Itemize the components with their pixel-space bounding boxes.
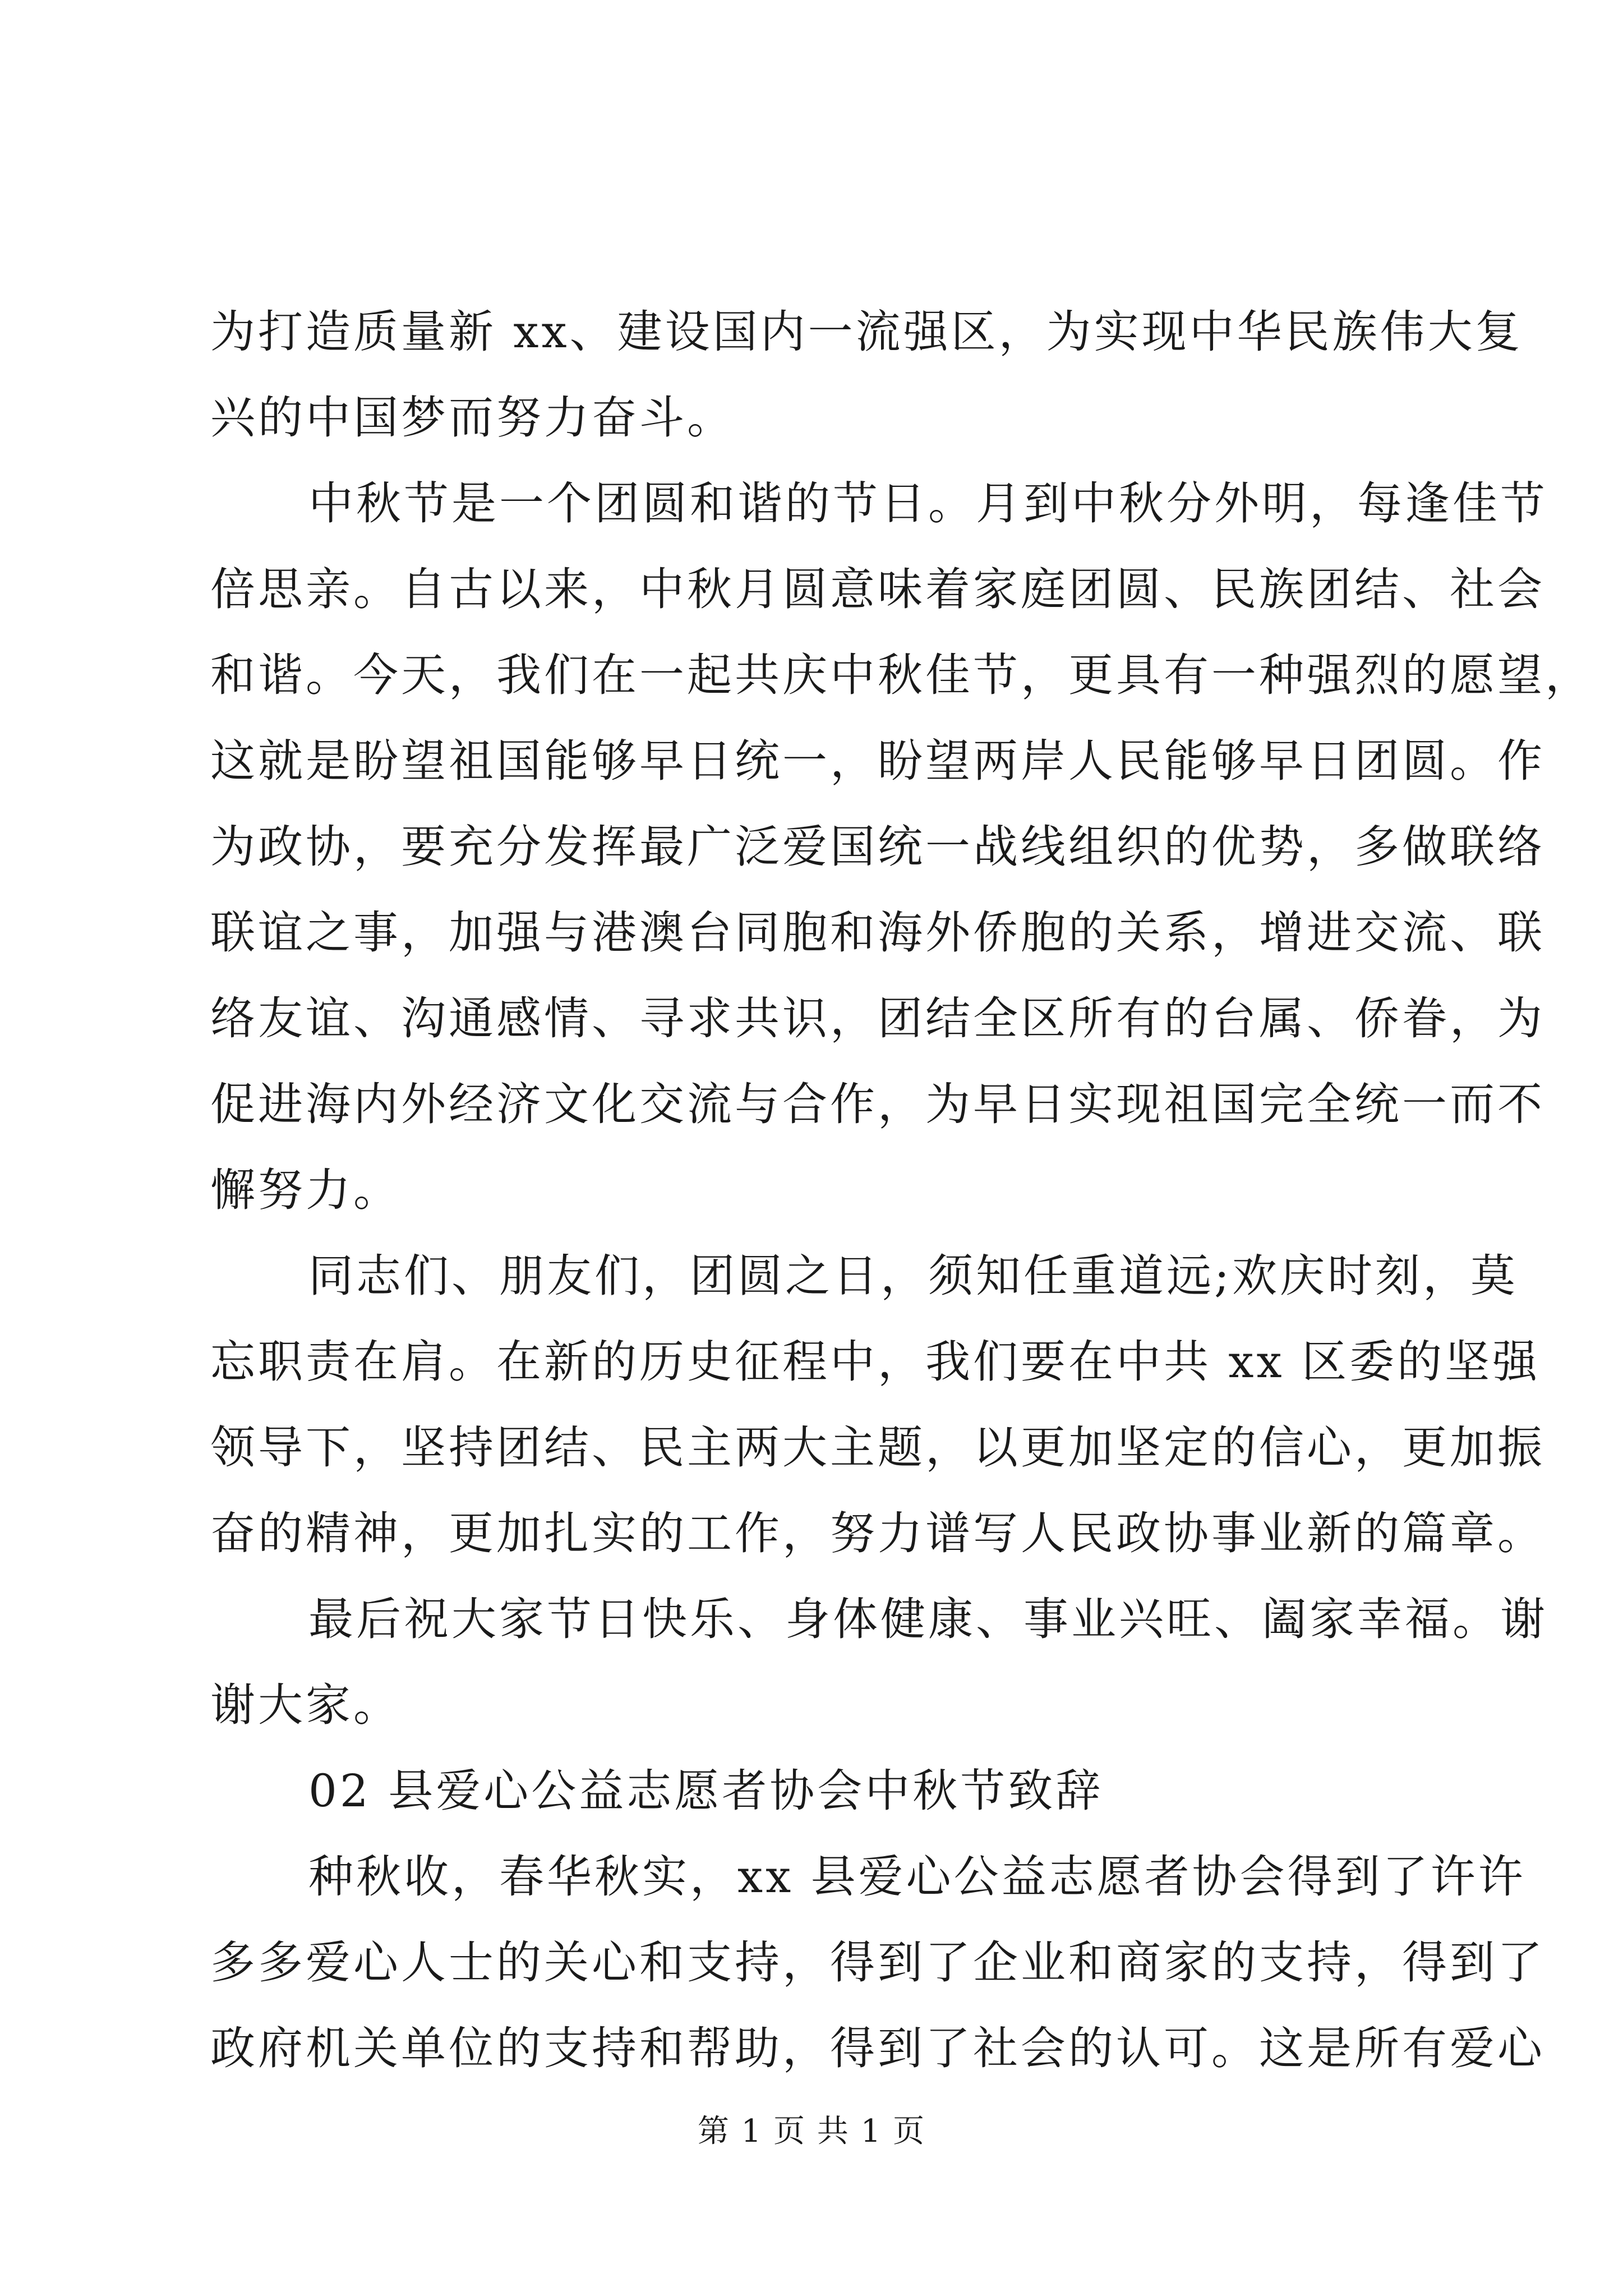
paragraph-start-line: 中秋节是一个团圆和谐的节日。月到中秋分外明，每逢佳节	[308, 477, 1548, 530]
text-line: 联谊之事，加强与港澳台同胞和海外侨胞的关系，增进交流、联	[210, 907, 1545, 959]
text-line: 兴的中国梦而努力奋斗。	[210, 392, 735, 444]
text-line: 为打造质量新 xx、建设国内一流强区，为实现中华民族伟大复	[210, 306, 1523, 358]
text-line: 和谐。今天，我们在一起共庆中秋佳节，更具有一种强烈的愿望，	[210, 649, 1593, 701]
text-line: 络友谊、沟通感情、寻求共识，团结全区所有的台属、侨眷，为	[210, 992, 1545, 1045]
text-line: 谢大家。	[210, 1679, 401, 1731]
text-line: 忘职责在肩。在新的历史征程中，我们要在中共 xx 区委的坚强	[210, 1336, 1541, 1388]
paragraph-start-line: 最后祝大家节日快乐、身体健康、事业兴旺、阖家幸福。谢	[308, 1593, 1548, 1645]
text-line: 促进海内外经济文化交流与合作，为早日实现祖国完全统一而不	[210, 1078, 1545, 1130]
page-number-footer: 第 1 页 共 1 页	[697, 2113, 926, 2150]
text-line: 这就是盼望祖国能够早日统一，盼望两岸人民能够早日团圆。作	[210, 735, 1545, 787]
paragraph-start-line: 种秋收，春华秋实，xx 县爱心公益志愿者协会得到了许许	[308, 1851, 1526, 1903]
text-line: 倍思亲。自古以来，中秋月圆意味着家庭团圆、民族团结、社会	[210, 563, 1545, 615]
text-line: 多多爱心人士的关心和支持，得到了企业和商家的支持，得到了	[210, 1936, 1545, 1989]
document-body	[210, 289, 1593, 2091]
text-line: 懈努力。	[210, 1164, 401, 1216]
text-line: 政府机关单位的支持和帮助，得到了社会的认可。这是所有爱心	[210, 2022, 1545, 2074]
text-line: 领导下，坚持团结、民主两大主题，以更加坚定的信心，更加振	[210, 1421, 1545, 1474]
paragraph-start-line: 同志们、朋友们，团圆之日，须知任重道远;欢庆时刻，莫	[308, 1250, 1518, 1302]
text-line: 奋的精神，更加扎实的工作，努力谱写人民政协事业新的篇章。	[210, 1507, 1545, 1559]
section-heading: 02 县爱心公益志愿者协会中秋节致辞	[308, 1765, 1104, 1817]
text-line: 为政协，要充分发挥最广泛爱国统一战线组织的优势，多做联络	[210, 821, 1545, 873]
